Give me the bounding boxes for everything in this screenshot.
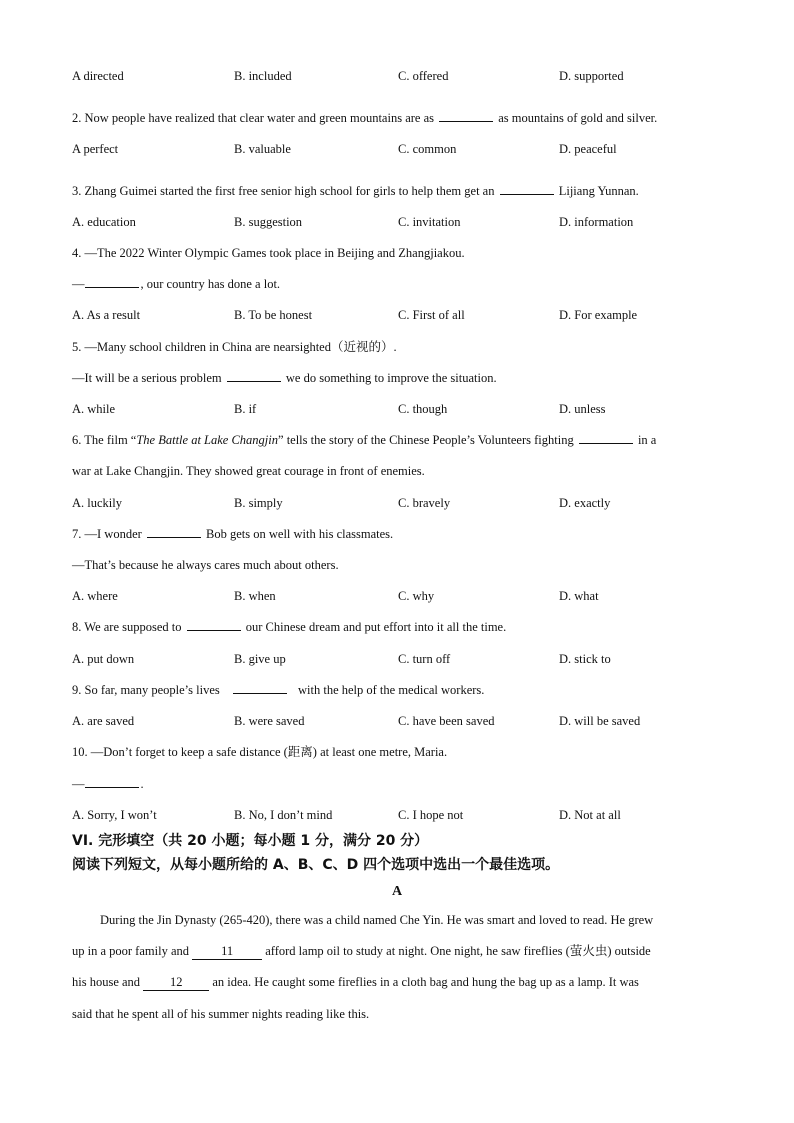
q5-reply-part2: we do something to improve the situation.	[285, 371, 497, 385]
q7-option-d: D. what	[559, 589, 599, 603]
q8-option-a: A. put down	[72, 652, 135, 666]
q10-reply-dash: —	[72, 777, 85, 791]
cloze-blank-11: 11	[192, 943, 262, 960]
q6-stem-part3: in a	[637, 433, 657, 447]
cloze-blank-12: 12	[143, 974, 209, 991]
q7-reply: —That’s because he always cares much about others.	[72, 558, 339, 572]
answer-blank	[439, 110, 493, 122]
q2-stem-part1: 2. Now people have realized that clear water and green mountains are as	[72, 111, 434, 125]
q7-option-a: A. where	[72, 589, 118, 603]
q2-option-d: D. peaceful	[559, 142, 617, 156]
q2-stem-part2: as mountains of gold and silver.	[498, 111, 658, 125]
answer-blank	[227, 370, 281, 382]
q10-option-a: A. Sorry, I won’t	[72, 808, 157, 822]
q4-reply-dash: —	[72, 277, 85, 291]
q3-stem-part2: Lijiang Yunnan.	[558, 184, 639, 198]
q6-film-title: The Battle at Lake Changjin	[136, 433, 279, 447]
q1-option-a: A directed	[72, 69, 124, 83]
q9-stem	[72, 682, 484, 698]
q6-option-a: A. luckily	[72, 496, 122, 510]
passage-line-2-part1: up in a poor family and	[72, 944, 189, 958]
q7-stem-part1: 7. —I wonder	[72, 527, 142, 541]
q6-stem-part2: ” tells the story of the Chinese People’s Volunteers fighting	[278, 433, 574, 447]
q9-option-d: D. will be saved	[559, 714, 641, 728]
answer-blank	[233, 682, 287, 694]
q10-stem: 10. —Don’t forget to keep a safe distance (距离) at least one metre, Maria.	[72, 745, 448, 759]
q10-option-c: C. I hope not	[398, 808, 464, 822]
q3-stem-part1: 3. Zhang Guimei started the first free senior high school for girls to help them get an	[72, 184, 495, 198]
q4-option-c: C. First of all	[398, 308, 465, 322]
q4-reply-text: , our country has done a lot.	[140, 277, 281, 291]
q2-stem	[72, 110, 657, 126]
q8-stem-part1: 8. We are supposed to	[72, 620, 182, 634]
q3-stem	[72, 183, 639, 199]
passage-line-2	[72, 943, 722, 960]
q6-option-d: D. exactly	[559, 496, 611, 510]
q8-option-d: D. stick to	[559, 652, 611, 666]
passage-line-1: During the Jin Dynasty (265-420), there was a child named Che Yin. He was smart and loved to read. He grew	[100, 913, 654, 927]
q7-option-b: B. when	[234, 589, 276, 603]
q4-reply	[72, 276, 280, 292]
q4-option-a: A. As a result	[72, 308, 141, 322]
passage-line-3	[72, 974, 722, 991]
answer-blank	[85, 776, 139, 788]
q5-option-a: A. while	[72, 402, 116, 416]
section-title: VI. 完形填空（共 20 小题；每小题 1 分，满分 20 分）	[72, 833, 429, 849]
passage-line-3-part2: an idea. He caught some fireflies in a cloth bag and hung the bag up as a lamp. It was	[212, 975, 639, 989]
q10-reply	[72, 776, 144, 792]
q8-stem	[72, 619, 506, 635]
q7-stem	[72, 526, 393, 542]
q1-option-c: C. offered	[398, 69, 449, 83]
q6-option-c: C. bravely	[398, 496, 451, 510]
answer-blank	[187, 619, 241, 631]
q8-option-b: B. give up	[234, 652, 286, 666]
q10-reply-period: .	[140, 777, 144, 791]
answer-blank	[579, 432, 633, 444]
passage-label: A	[391, 884, 403, 899]
q8-stem-part2: our Chinese dream and put effort into it all the time.	[245, 620, 507, 634]
q7-stem-part2: Bob gets on well with his classmates.	[206, 527, 394, 541]
q3-option-c: C. invitation	[398, 215, 461, 229]
q2-option-b: B. valuable	[234, 142, 291, 156]
q3-option-b: B. suggestion	[234, 215, 303, 229]
answer-blank	[500, 183, 554, 195]
q8-option-c: C. turn off	[398, 652, 451, 666]
q6-stem	[72, 432, 656, 448]
q4-option-b: B. To be honest	[234, 308, 313, 322]
q5-stem: 5. —Many school children in China are nearsighted（近视的）.	[72, 340, 397, 354]
q9-option-b: B. were saved	[234, 714, 305, 728]
section-instruction: 阅读下列短文，从每小题所给的 A、B、C、D 四个选项中选出一个最佳选项。	[72, 857, 560, 873]
q5-reply	[72, 370, 497, 386]
q10-option-d: D. Not at all	[559, 808, 621, 822]
answer-blank	[85, 276, 139, 288]
q7-option-c: C. why	[398, 589, 435, 603]
q9-option-c: C. have been saved	[398, 714, 495, 728]
passage-line-4: said that he spent all of his summer nights reading like this.	[72, 1007, 370, 1021]
q3-option-d: D. information	[559, 215, 634, 229]
q9-stem-part1: 9. So far, many people’s lives	[72, 683, 220, 697]
answer-blank	[147, 526, 201, 538]
q5-option-b: B. if	[234, 402, 257, 416]
q1-option-b: B. included	[234, 69, 292, 83]
passage-line-3-part1: his house and	[72, 975, 141, 989]
q4-option-d: D. For example	[559, 308, 638, 322]
q6-option-b: B. simply	[234, 496, 283, 510]
q10-option-b: B. No, I don’t mind	[234, 808, 333, 822]
q2-option-c: C. common	[398, 142, 457, 156]
q2-option-a: A perfect	[72, 142, 119, 156]
q6-stem-part1: 6. The film “	[72, 433, 137, 447]
q4-stem: 4. —The 2022 Winter Olympic Games took place in Beijing and Zhangjiakou.	[72, 246, 465, 260]
q9-option-a: A. are saved	[72, 714, 135, 728]
q3-option-a: A. education	[72, 215, 136, 229]
q5-reply-part1: —It will be a serious problem	[72, 371, 222, 385]
q9-stem-part2: with the help of the medical workers.	[298, 683, 485, 697]
q5-option-c: C. though	[398, 402, 448, 416]
q1-option-d: D. supported	[559, 69, 624, 83]
q5-option-d: D. unless	[559, 402, 606, 416]
q6-stem-line2: war at Lake Changjin. They showed great courage in front of enemies.	[72, 464, 425, 478]
passage-line-2-part2: afford lamp oil to study at night. One night, he saw fireflies (萤火虫) outside	[265, 944, 651, 958]
